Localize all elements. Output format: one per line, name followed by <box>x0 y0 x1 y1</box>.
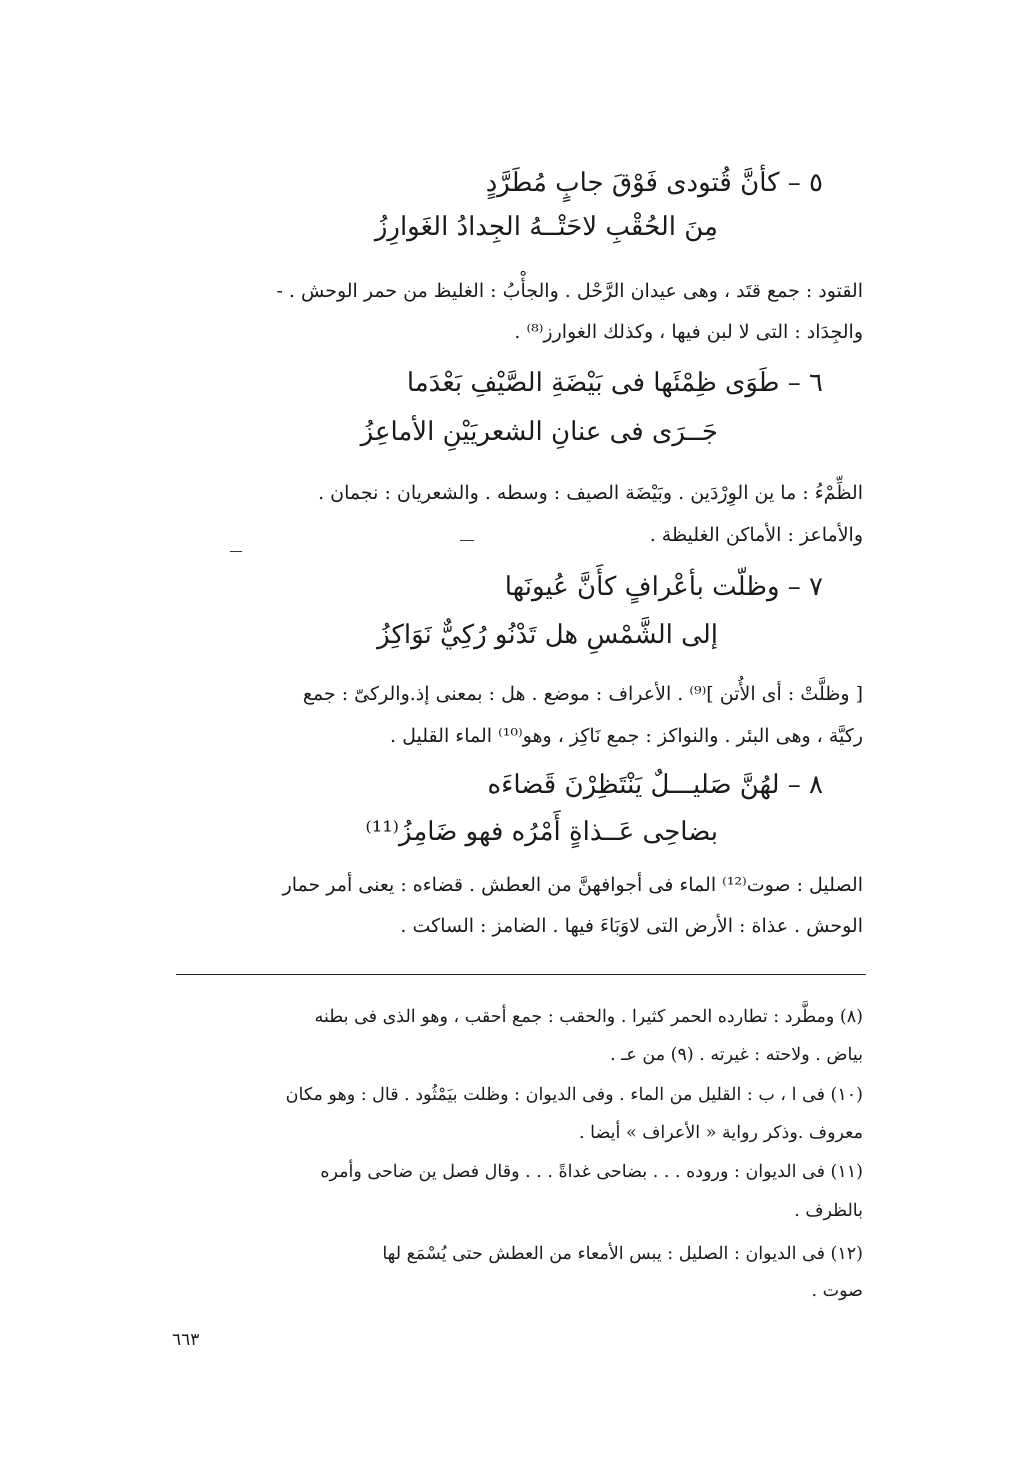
gloss-8-line-1: الصليل : صوت⁽¹²⁾ الماء فى أجوافهنَّ من العطش . قضاءه : يعنى أمر حمار <box>282 874 863 896</box>
footnote-10-line-2: معروف .وذكر رواية « الأعراف » أيضا . <box>579 1123 863 1143</box>
footnote-11-line-1: (١١) فى الديوان : وروده . . . بضاحى غداةً . . . وقال فصل ين ضاحى وأمره <box>320 1162 863 1182</box>
footnote-separator <box>176 974 866 975</box>
dash-mark <box>230 551 242 552</box>
dash-mark <box>460 540 474 541</box>
gloss-7-line-1: [ وظلَّتْ : أى الأُتن ]⁽⁹⁾ . الأعراف : موضع . هل : بمعنى إذ.والركىّ : جمع <box>302 683 863 705</box>
gloss-5-line-2: والجِدَاد : التى لا لبن فيها ، وكذلك الغوارز⁽⁸⁾ . <box>514 321 863 343</box>
verse-7-second-hemistich: إلى الشَّمْسِ هل تَدْنُو رُكِيٌّ نَوَاكِزُ <box>377 620 718 650</box>
footnote-8-line-1: (٨) ومطَّرد : تطارده الحمر كثيرا . والحقب : جمع أحقب ، وهو الذى فى بطنه <box>314 1007 863 1027</box>
gloss-6-line-2: والأماعز : الأماكن الغليظة . <box>649 524 863 546</box>
verse-6-first-hemistich: ٦ – طَوَى ظِمْئَها فى بَيْضَةِ الصَّيْفِ بَعْدَما <box>406 368 823 398</box>
gloss-7-line-2: ركيَّة ، وهى البئر . والنواكز : جمع نَاكِز ، وهو⁽¹⁰⁾ الماء القليل . <box>390 725 863 747</box>
footnote-8-line-2: بياض . ولاحته : غيرته . (٩) من عـ . <box>610 1045 863 1065</box>
footnote-11-line-2: بالظرف . <box>794 1201 863 1221</box>
page-number: ٦٦٣ <box>172 1330 200 1350</box>
footnote-10-line-1: (١٠) فى ا ، ب : القليل من الماء . وفى الديوان : وظلت بيَمْثُود . قال : وهو مكان <box>285 1085 863 1105</box>
footnote-12-line-1: (١٢) فى الديوان : الصليل : يبس الأمعاء من العطش حتى يُسْمَع لها <box>382 1244 863 1264</box>
verse-6-second-hemistich: جَــرَى فى عنانِ الشعريَيْنِ الأماعِزُ <box>360 417 718 447</box>
gloss-6-line-1: الظِّمْءُ : ما ين الوِرْدَين . وبَيْضَة الصيف : وسطه . والشعريان : نجمان . <box>318 482 863 504</box>
footnote-12-line-2: صوت . <box>811 1281 863 1301</box>
verse-7-first-hemistich: ٧ – وظلّت بأعْرافٍ كأَنَّ عُيونَها <box>504 572 823 602</box>
verse-8-first-hemistich: ٨ – لهُنَّ صَليـــلٌ يَنْتَظِرْنَ قَضاءَه <box>487 770 823 800</box>
verse-5-second-hemistich: مِنَ الحُقْبِ لاحَتْــهُ الجِدادُ الغَوارِزُ <box>374 212 718 242</box>
verse-5-first-hemistich: ٥ – كأنَّ قُتودى فَوْقَ جابٍ مُطَرَّدٍ <box>485 168 823 198</box>
verse-8-second-hemistich: بضاحِى عَــذاةٍ أَمْرُه فهو ضَامِزُ⁽¹¹⁾ <box>365 817 718 847</box>
gloss-8-line-2: الوحش . عذاة : الأرض التى لاوَبَاءَ فيها . الضامز : الساكت . <box>400 915 863 937</box>
gloss-5-line-1: القتود : جمع قتَد ، وهى عيدان الرَّحْل . والجأْبُ : الغليظ من حمر الوحش . - <box>276 280 863 302</box>
